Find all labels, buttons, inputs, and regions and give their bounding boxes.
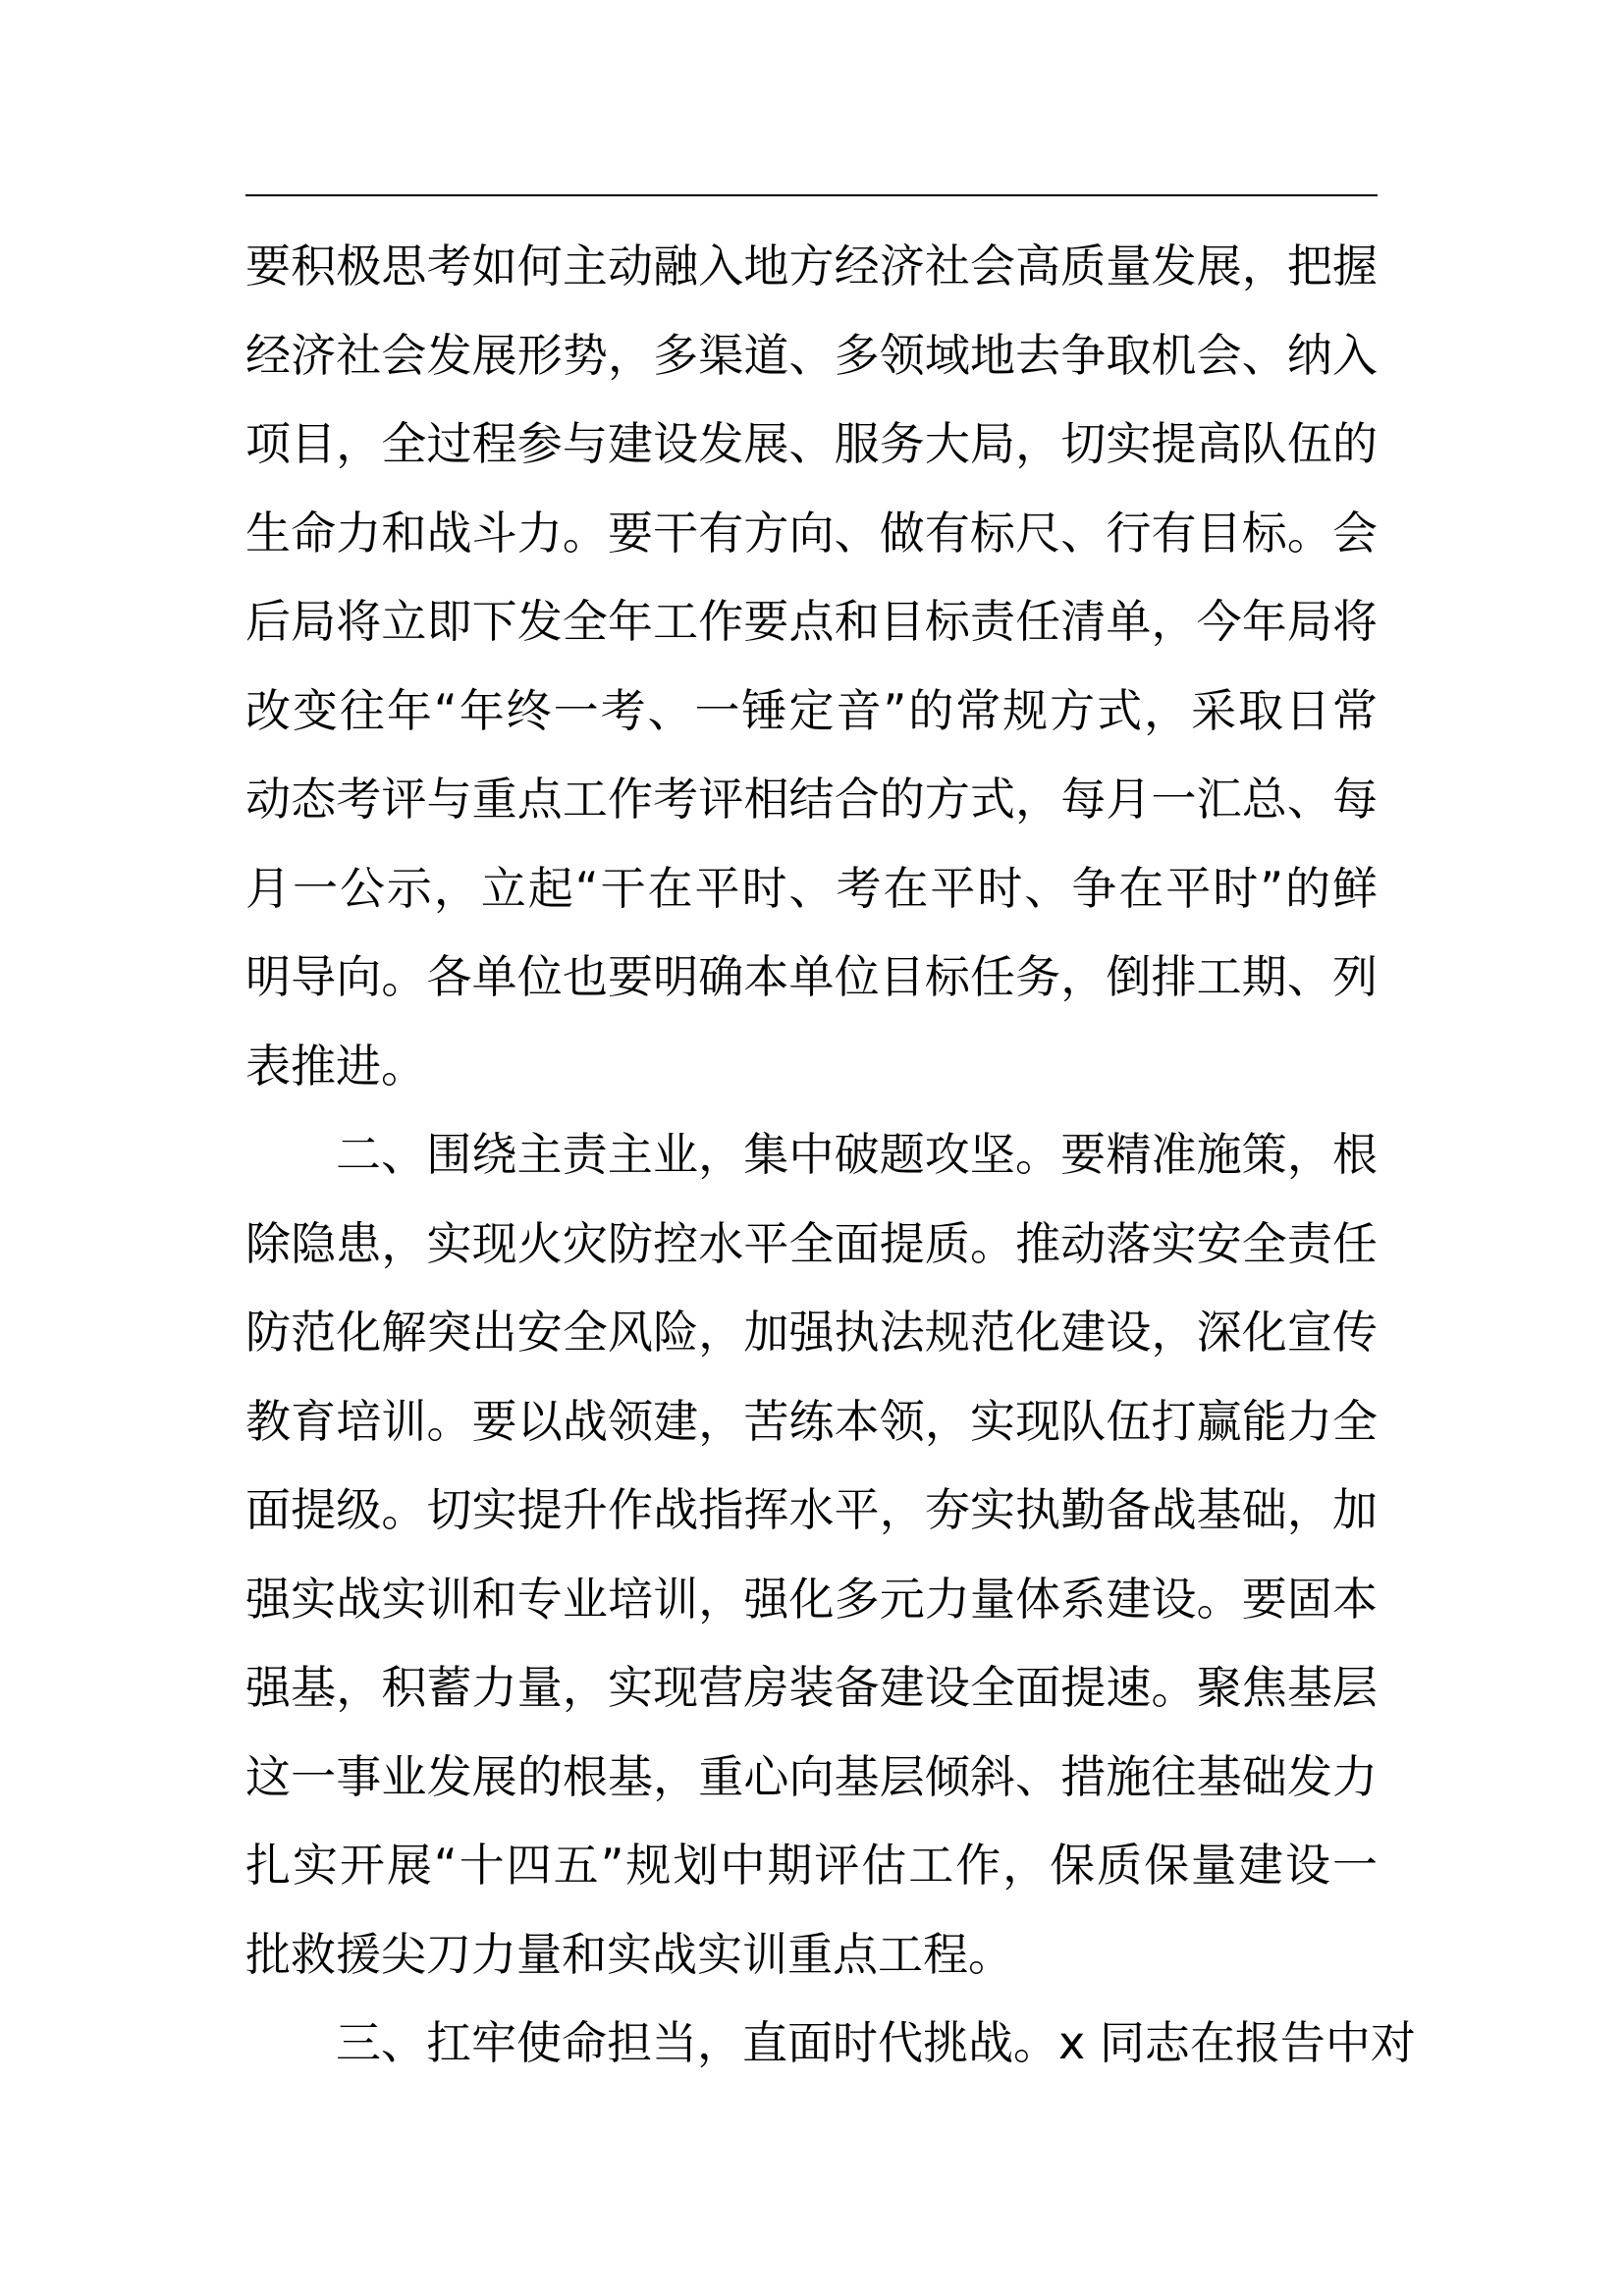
text-line: 生命力和战斗力。要干有方向、做有标尺、行有目标。会 — [245, 506, 1378, 560]
text-line: 强基，积蓄力量，实现营房装备建设全面提速。聚焦基层 — [245, 1661, 1378, 1714]
text-line: 批救援尖刀力量和实战实训重点工程。 — [245, 1927, 1013, 1981]
text-line: 强实战实训和专业培训，强化多元力量体系建设。要固本 — [245, 1572, 1378, 1626]
text-line: 经济社会发展形势，多渠道、多领域地去争取机会、纳入 — [245, 328, 1378, 382]
text-line: 除隐患，实现火灾防控水平全面提质。推动落实安全责任 — [245, 1216, 1378, 1270]
paragraph-1 — [245, 232, 1384, 1120]
section-heading-line: 二、围绕主责主业，集中破题攻坚。要精准施策，根 — [336, 1128, 1378, 1181]
text-line: 项目，全过程参与建设发展、服务大局，切实提高队伍的 — [245, 417, 1378, 470]
text-line: 防范化解突出安全风险，加强执法规范化建设，深化宣传 — [245, 1306, 1378, 1359]
text-line: 月一公示，立起“干在平时、考在平时、争在平时”的鲜 — [245, 861, 1378, 915]
text-line: 面提级。切实提升作战指挥水平，夯实执勤备战基础，加 — [245, 1483, 1378, 1536]
paragraph-2 — [245, 1120, 1384, 2008]
body-text — [245, 232, 1416, 2098]
text-line: 表推进。 — [245, 1039, 426, 1093]
section-heading-line: 三、扛牢使命担当，直面时代挑战。x 同志在报告中对 — [336, 2016, 1416, 2069]
text-line: 教育培训。要以战领建，苦练本领，实现队伍打赢能力全 — [245, 1394, 1378, 1448]
text-line: 要积极思考如何主动融入地方经济社会高质量发展，把握 — [245, 240, 1378, 293]
text-line: 扎实开展“十四五”规划中期评估工作，保质保量建设一 — [245, 1839, 1378, 1892]
text-line: 这一事业发展的根基，重心向基层倾斜、措施往基础发力 — [245, 1749, 1378, 1803]
header-rule — [245, 194, 1378, 196]
paragraph-3 — [245, 2008, 1416, 2098]
text-line: 动态考评与重点工作考评相结合的方式，每月一汇总、每 — [245, 773, 1378, 826]
text-line: 后局将立即下发全年工作要点和目标责任清单，今年局将 — [245, 595, 1378, 648]
text-line: 改变往年“年终一考、一锤定音”的常规方式，采取日常 — [245, 683, 1378, 737]
text-line: 明导向。各单位也要明确本单位目标任务，倒排工期、列 — [245, 950, 1378, 1003]
